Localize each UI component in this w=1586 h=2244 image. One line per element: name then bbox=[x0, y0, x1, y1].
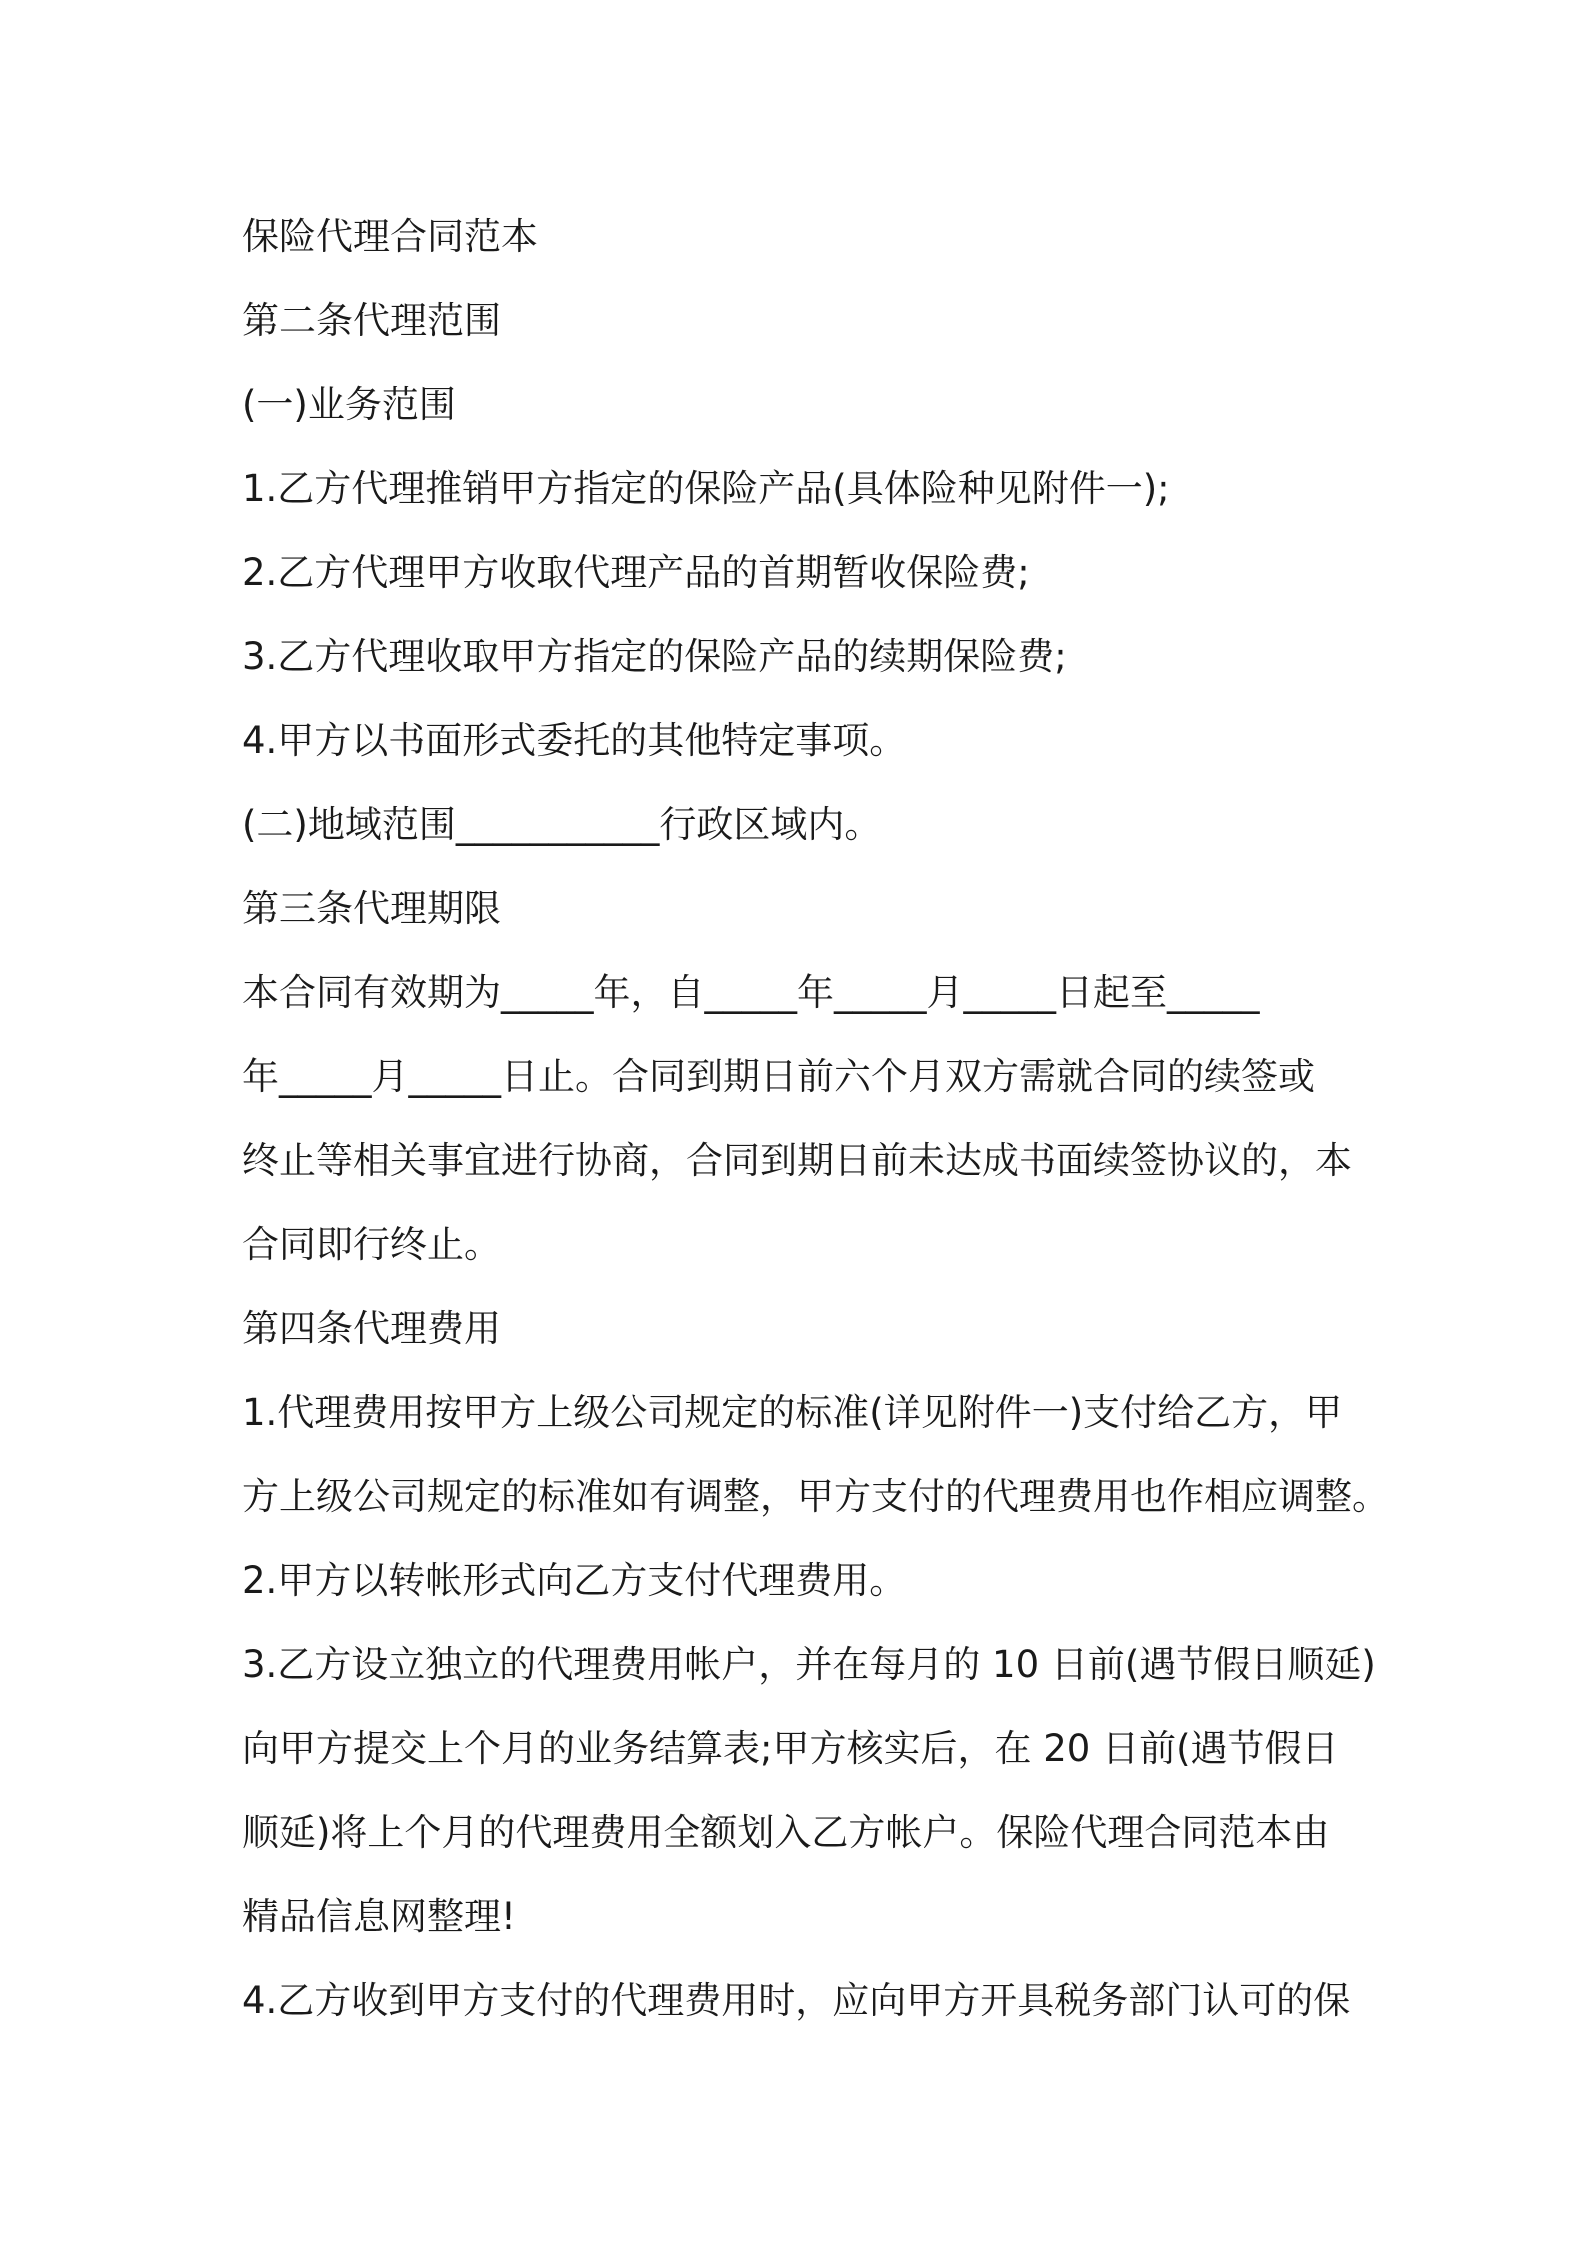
paragraph-line: 2.甲方以转帐形式向乙方支付代理费用。 bbox=[242, 1559, 907, 1602]
paragraph-line: 4.甲方以书面形式委托的其他特定事项。 bbox=[242, 719, 907, 762]
paragraph-line: 1.代理费用按甲方上级公司规定的标准(详见附件一)支付给乙方，甲 bbox=[242, 1391, 1343, 1434]
subheading-regional-scope: (二)地域范围___________行政区域内。 bbox=[242, 803, 882, 846]
document-body bbox=[242, 195, 1389, 2043]
paragraph-line: 2.乙方代理甲方收取代理产品的首期暂收保险费; bbox=[242, 551, 1030, 594]
paragraph-line: 合同即行终止。 bbox=[242, 1223, 501, 1266]
section-heading-article-3: 第三条代理期限 bbox=[242, 887, 501, 930]
paragraph-line: 终止等相关事宜进行协商，合同到期日前未达成书面续签协议的，本 bbox=[242, 1139, 1352, 1182]
paragraph-line: 精品信息网整理! bbox=[242, 1895, 516, 1938]
paragraph-line: 3.乙方代理收取甲方指定的保险产品的续期保险费; bbox=[242, 635, 1067, 678]
paragraph-line: 本合同有效期为_____年，自_____年_____月_____日起至_____ bbox=[242, 971, 1260, 1014]
section-heading-article-4: 第四条代理费用 bbox=[242, 1307, 501, 1350]
document-title: 保险代理合同范本 bbox=[242, 215, 538, 258]
paragraph-line: 向甲方提交上个月的业务结算表;甲方核实后，在 20 日前(遇节假日 bbox=[242, 1727, 1339, 1770]
paragraph-line: 1.乙方代理推销甲方指定的保险产品(具体险种见附件一); bbox=[242, 467, 1170, 510]
subheading-business-scope: (一)业务范围 bbox=[242, 383, 456, 426]
paragraph-line: 年_____月_____日止。合同到期日前六个月双方需就合同的续签或 bbox=[242, 1055, 1315, 1098]
paragraph-line: 4.乙方收到甲方支付的代理费用时，应向甲方开具税务部门认可的保 bbox=[242, 1979, 1351, 2022]
section-heading-article-2: 第二条代理范围 bbox=[242, 299, 501, 342]
paragraph-line: 顺延)将上个月的代理费用全额划入乙方帐户。保险代理合同范本由 bbox=[242, 1811, 1330, 1854]
paragraph-line: 方上级公司规定的标准如有调整，甲方支付的代理费用也作相应调整。 bbox=[242, 1475, 1389, 1518]
paragraph-line: 3.乙方设立独立的代理费用帐户，并在每月的 10 日前(遇节假日顺延) bbox=[242, 1643, 1376, 1686]
